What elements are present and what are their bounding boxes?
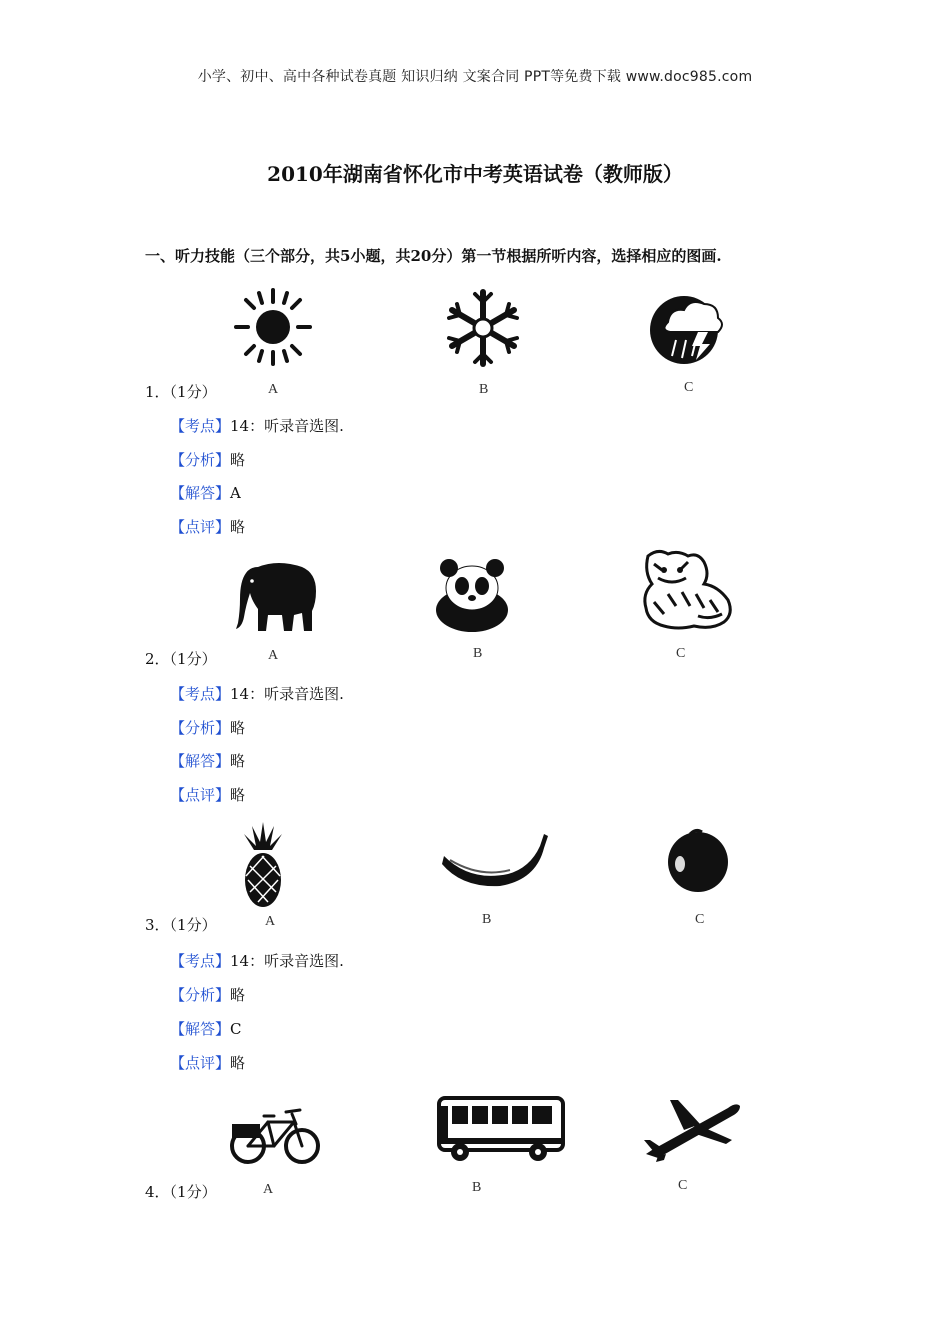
dianping-tag: 【点评】 (170, 1054, 231, 1072)
dianping-line (170, 784, 245, 805)
kaodian-line (170, 415, 344, 436)
rain-cloud-icon (646, 288, 726, 368)
pineapple-icon (236, 820, 290, 908)
kaodian-text: 14：听录音选图. (230, 417, 344, 435)
site-banner: 小学、初中、高中各种试卷真题 知识归纳 文案合同 PPT等免费下载 www.doc985.com (197, 69, 753, 85)
section-heading: 一、听力技能（三个部分，共5小题，共20分）第一节根据所听内容，选择相应的图画. (145, 247, 722, 265)
kaodian-text: 14：听录音选图. (230, 952, 344, 970)
kaodian-tag: 【考点】 (170, 952, 231, 970)
fenxi-tag: 【分析】 (170, 451, 231, 469)
fenxi-text: 略 (230, 451, 246, 469)
dianping-line (170, 1052, 245, 1073)
option-label-a: A (263, 1182, 274, 1197)
question-number: 2．（1分） (145, 650, 217, 668)
option-label-c: C (695, 912, 705, 927)
dianping-text: 略 (230, 786, 246, 804)
dianping-tag: 【点评】 (170, 786, 231, 804)
dianping-text: 略 (230, 518, 246, 536)
jieda-text: C (230, 1020, 242, 1038)
fenxi-text: 略 (230, 719, 246, 737)
kaodian-tag: 【考点】 (170, 685, 231, 703)
jieda-line (170, 1018, 242, 1039)
fenxi-tag: 【分析】 (170, 719, 231, 737)
bus-icon (436, 1094, 566, 1166)
option-label-b: B (473, 646, 483, 661)
kaodian-text: 14：听录音选图. (230, 685, 344, 703)
document-title: 2010年湖南省怀化市中考英语试卷（教师版） (267, 162, 683, 186)
option-label-c: C (684, 380, 694, 395)
jieda-line (170, 482, 241, 503)
option-label-a: A (268, 648, 279, 663)
airplane-icon (640, 1096, 744, 1162)
dianping-line (170, 516, 245, 537)
jieda-line (170, 750, 245, 771)
kaodian-line (170, 683, 344, 704)
fenxi-line (170, 717, 245, 738)
option-label-a: A (268, 382, 279, 397)
orange-icon (660, 826, 734, 894)
tiger-icon (638, 546, 738, 634)
jieda-tag: 【解答】 (170, 484, 231, 502)
jieda-text: 略 (230, 752, 246, 770)
question-number: 4．（1分） (145, 1183, 217, 1201)
fenxi-line (170, 984, 245, 1005)
dianping-tag: 【点评】 (170, 518, 231, 536)
option-label-c: C (678, 1178, 688, 1193)
fenxi-tag: 【分析】 (170, 986, 231, 1004)
option-label-c: C (676, 646, 686, 661)
panda-icon (432, 550, 512, 635)
sun-icon (232, 286, 314, 368)
banana-icon (440, 830, 550, 890)
dianping-text: 略 (230, 1054, 246, 1072)
bicycle-icon (228, 1094, 322, 1170)
option-label-b: B (482, 912, 492, 927)
snowflake-icon (440, 288, 526, 368)
question-number: 1．（1分） (145, 383, 217, 401)
option-label-b: B (479, 382, 489, 397)
jieda-tag: 【解答】 (170, 752, 231, 770)
kaodian-tag: 【考点】 (170, 417, 231, 435)
option-label-a: A (265, 914, 276, 929)
option-label-b: B (472, 1180, 482, 1195)
elephant-icon (232, 555, 322, 635)
jieda-tag: 【解答】 (170, 1020, 231, 1038)
fenxi-line (170, 449, 245, 470)
fenxi-text: 略 (230, 986, 246, 1004)
question-number: 3．（1分） (145, 916, 217, 934)
kaodian-line (170, 950, 344, 971)
jieda-text: A (230, 484, 241, 502)
